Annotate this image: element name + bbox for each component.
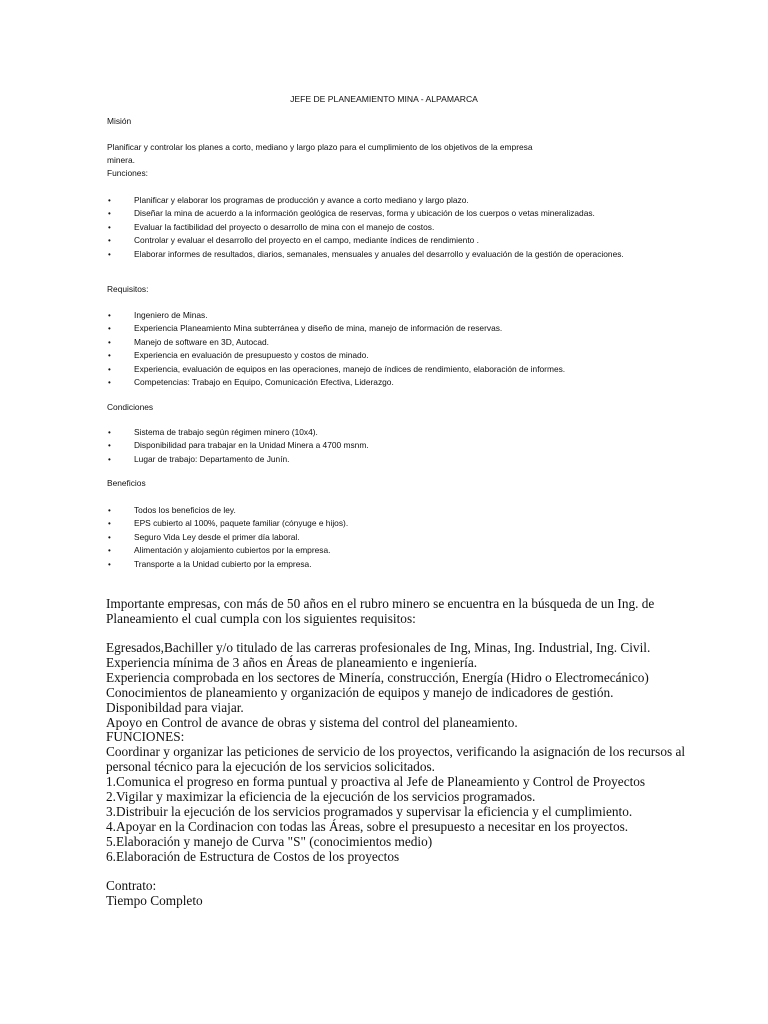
list-item: • Diseñar la mina de acuerdo a la información geológica de reservas, forma y ubicación de los cuerpos o vetas mineralizadas. <box>107 207 662 220</box>
requirement-line: 1.Comunica el progreso en forma puntual y proactiva al Jefe de Planeamiento y Control de Proyectos <box>106 774 646 790</box>
list-item: • Planificar y elaborar los programas de producción y avance a corto mediano y largo plazo. <box>107 194 662 207</box>
requirement-line: personal técnico para la ejecución de los servicios solicitados. <box>106 759 435 775</box>
requirement-line: 5.Elaboración y manejo de Curva "S" (conocimientos medio) <box>106 833 433 849</box>
list-item: • Experiencia Planeamiento Mina subterránea y diseño de mina, manejo de información de reservas. <box>107 322 662 335</box>
list-item: • Alimentación y alojamiento cubiertos por la empresa. <box>107 544 662 557</box>
bullet-icon: • <box>108 546 111 556</box>
list-item: • Lugar de trabajo: Departamento de Junín. <box>107 453 662 466</box>
list-item: • Elaborar informes de resultados, diarios, semanales, mensuales y anuales del desarrollo y evaluación de la gestión de operaciones. <box>107 248 662 261</box>
contract-value: Tiempo Completo <box>106 892 203 908</box>
contract-heading: Contrato: <box>106 878 157 893</box>
list-item: • Competencias: Trabajo en Equipo, Comunicación Efectiva, Liderazgo. <box>107 376 662 389</box>
intro-line: Planeamiento el cual cumpla con los siguientes requisitos: <box>106 610 416 626</box>
funciones-heading: Funciones: <box>107 168 148 178</box>
intro-line: Importante empresas, con más de 50 años en el rubro minero se encuentra en la búsqueda de un Ing. de <box>106 596 655 611</box>
requisitos-heading: Requisitos: <box>107 284 149 294</box>
bullet-icon: • <box>108 364 111 374</box>
beneficios-heading: Beneficios <box>107 478 146 488</box>
bullet-icon: • <box>108 337 111 347</box>
bullet-icon: • <box>108 209 111 219</box>
bullet-icon: • <box>108 378 111 388</box>
list-item: • Experiencia, evaluación de equipos en las operaciones, manejo de índices de rendimiento, elaboración de informes. <box>107 363 662 376</box>
list-item: • Ingeniero de Minas. <box>107 309 662 322</box>
beneficios-list <box>107 504 662 571</box>
bullet-icon: • <box>108 441 111 451</box>
mision-heading: Misión <box>107 116 132 126</box>
bullet-icon: • <box>108 559 111 569</box>
requirement-line: Apoyo en Control de avance de obras y sistema del control del planeamiento. <box>106 714 518 730</box>
requisitos-list <box>107 309 662 389</box>
requirement-line: 4.Apoyar en la Cordinacion con todas las Áreas, sobre el presupuesto a necesitar en los proyectos. <box>106 818 629 834</box>
bullet-icon: • <box>108 249 111 259</box>
bullet-icon: • <box>108 236 111 246</box>
bullet-icon: • <box>108 506 111 515</box>
bullet-icon: • <box>108 454 111 464</box>
bullet-icon: • <box>108 222 111 232</box>
requirement-line: Conocimientos de planeamiento y organización de equipos y manejo de indicadores de gestión. <box>106 684 614 700</box>
condiciones-heading: Condiciones <box>107 402 154 412</box>
list-item: • Todos los beneficios de ley. <box>107 504 662 517</box>
second-posting-requirements <box>106 641 736 865</box>
requirement-line: 6.Elaboración de Estructura de Costos de los proyectos <box>106 848 400 864</box>
list-item: • Disponibilidad para trabajar en la Unidad Minera a 4700 msnm. <box>107 439 662 452</box>
list-item: • EPS cubierto al 100%, paquete familiar (cónyuge e hijos). <box>107 517 662 530</box>
requirement-line: Experiencia mínima de 3 años en Áreas de planeamiento e ingeniería. <box>106 654 478 670</box>
list-item: • Transporte a la Unidad cubierto por la empresa. <box>107 558 662 571</box>
mision-text-line-1: Planificar y controlar los planes a corto, mediano y largo plazo para el cumplimiento de los objetivos de la empresa <box>107 142 533 152</box>
bullet-icon: • <box>108 351 111 361</box>
second-posting-intro <box>106 597 736 627</box>
second-posting-contract <box>106 879 736 909</box>
bullet-icon: • <box>108 532 111 542</box>
list-item: • Manejo de software en 3D, Autocad. <box>107 336 662 349</box>
requirement-line: 3.Distribuir la ejecución de los servicios programados y supervisar la eficiencia y el cumplimiento. <box>106 803 633 819</box>
funciones-subheading: FUNCIONES: <box>106 729 185 745</box>
list-item: • Controlar y evaluar el desarrollo del proyecto en el campo, mediante índices de rendimiento . <box>107 234 662 247</box>
bullet-icon: • <box>108 196 111 205</box>
condiciones-list <box>107 426 662 466</box>
list-item: • Experiencia en evaluación de presupuesto y costos de minado. <box>107 349 662 362</box>
requirement-line: Disponibildad para viajar. <box>106 699 244 715</box>
bullet-icon: • <box>108 324 111 334</box>
requirement-line: Egresados,Bachiller y/o titulado de las carreras profesionales de Ing, Minas, Ing. Industrial, Ing. Civil. <box>106 640 651 655</box>
bullet-icon: • <box>108 519 111 529</box>
bullet-icon: • <box>108 428 111 437</box>
bullet-icon: • <box>108 311 111 320</box>
document-title: JEFE DE PLANEAMIENTO MINA - ALPAMARCA <box>290 94 478 104</box>
list-item: • Sistema de trabajo según régimen minero (10x4). <box>107 426 662 439</box>
requirement-line: 2.Vigilar y maximizar la eficiencia de la ejecución de los servicios programados. <box>106 789 536 805</box>
list-item: • Seguro Vida Ley desde el primer día laboral. <box>107 531 662 544</box>
mision-text-line-2: minera. <box>107 155 135 165</box>
requirement-line: Experiencia comprobada en los sectores de Minería, construcción, Energía (Hidro o Electromecánico) <box>106 669 649 685</box>
list-item: • Evaluar la factibilidad del proyecto o desarrollo de mina con el manejo de costos. <box>107 221 662 234</box>
funciones-list <box>107 194 662 261</box>
requirement-line: Coordinar y organizar las peticiones de servicio de los proyectos, verificando la asignación de los recursos al <box>106 744 686 760</box>
